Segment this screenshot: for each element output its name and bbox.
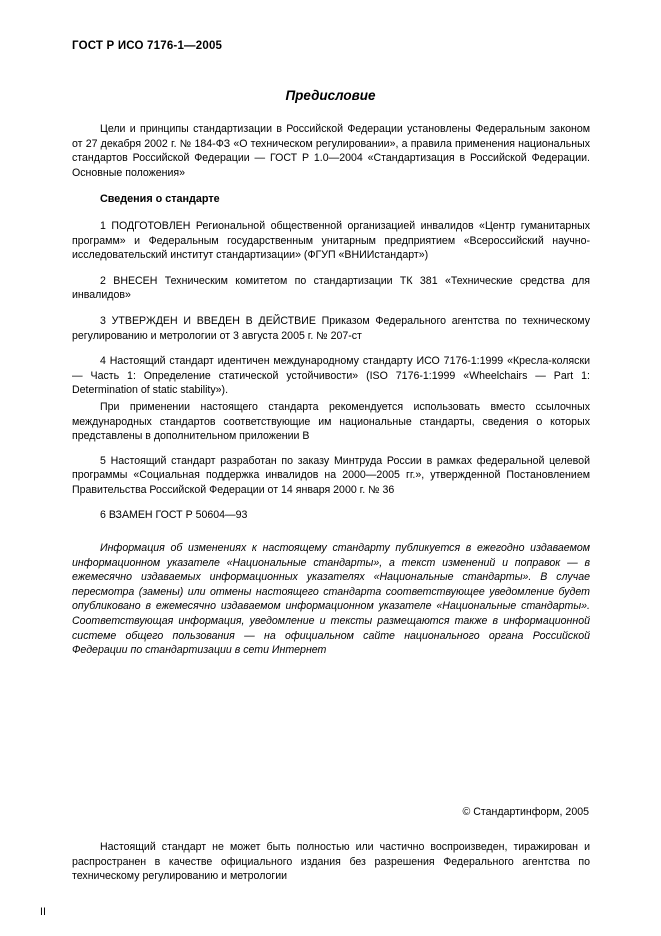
page-title: Предисловие — [285, 88, 376, 103]
reproduction-notice-text: Настоящий стандарт не может быть полностью или частично воспроизведен, тиражирован и распространен в качестве официального издания без разрешения Федерального агентства по техническому регулированию и метрологии — [72, 841, 590, 883]
clause-4-note: При применении настоящего стандарта рекомендуется использовать вместо ссылочных международных стандартов соответствующие им национальные стандарты, сведения о которых представлены в дополнительном приложении В — [72, 400, 590, 443]
reproduction-notice — [72, 840, 590, 884]
clause-2: 2 ВНЕСЕН Техническим комитетом по стандартизации ТК 381 «Технические средства для инвалидов» — [72, 274, 590, 302]
clause-5: 5 Настоящий стандарт разработан по заказу Минтруда России в рамках федеральной целевой программы «Социальная поддержка инвалидов на 2000—2005 гг.», утвержденной Постановлением Правительства Российской Федерации от 14 января 2000 г. № 36 — [72, 454, 590, 496]
document-header-code: ГОСТ Р ИСО 7176-1—2005 — [72, 40, 223, 52]
page-number: II — [40, 906, 46, 918]
change-information-notice — [72, 541, 590, 658]
clause-3: 3 УТВЕРЖДЕН И ВВЕДЕН В ДЕЙСТВИЕ Приказом Федерального агентства по техническому регулированию и метрологии от 3 августа 2005 г. № 207-ст — [72, 314, 590, 342]
clause-6: 6 ВЗАМЕН ГОСТ Р 50604—93 — [100, 509, 248, 522]
section-heading: Сведения о стандарте — [100, 193, 220, 206]
change-information-text: Информация об изменениях к настоящему стандарту публикуется в ежегодно издаваемом информационном указателе «Национальные стандарты», а текст изменений и поправок — в ежемесячно издаваемых информационных указателях «Национальные стандарты». В случае пересмотра (замены) или отмены настоящего стандарта соответствующее уведомление будет опубликовано в ежемесячно издаваемом информационном указателе «Национальные стандарты». Соответствующая информация, уведомление и тексты размещаются также в информационной системе общего пользования — на официальном сайте национального органа Российской Федерации по стандартизации в сети Интернет — [72, 542, 590, 657]
document-body — [72, 122, 590, 658]
intro-paragraph: Цели и принципы стандартизации в Российской Федерации установлены Федеральным законом от 27 декабря 2002 г. № 184-ФЗ «О техническом регулировании», а правила применения национальных стандартов Российской Федерации — ГОСТ Р 1.0—2004 «Стандартизация в Российской Федерации. Основные положения» — [72, 123, 590, 179]
clause-1: 1 ПОДГОТОВЛЕН Региональной общественной организацией инвалидов «Центр гуманитарных программ» и Федеральным государственным унитарным предприятием «Всероссийский научно-исследовательский институт стандартизации» (ФГУП «ВНИИстандарт») — [72, 219, 590, 262]
clause-4: 4 Настоящий стандарт идентичен международному стандарту ИСО 7176-1:1999 «Кресла-коляски — Часть 1: Определение статической устойчивости» (ISO 7176-1:1999 «Wheelchairs — Part 1: Determination of static stability»). — [72, 355, 590, 397]
copyright-line: © Стандартинформ, 2005 — [462, 806, 589, 818]
